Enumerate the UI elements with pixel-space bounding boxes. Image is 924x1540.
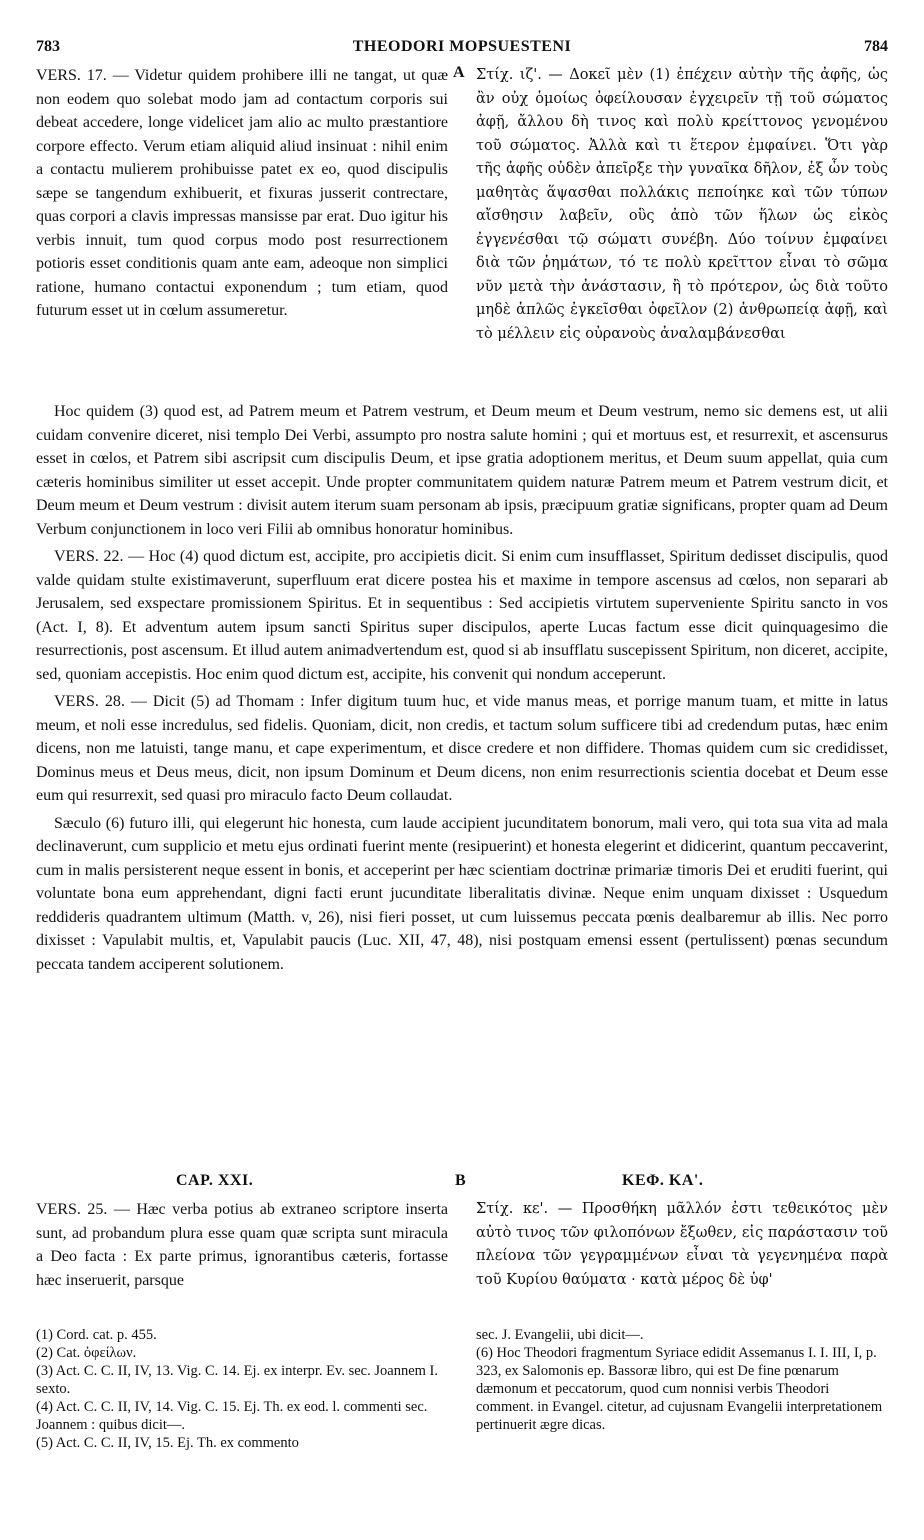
paragraph-verse-22: VERS. 22. — Hoc (4) quod dictum est, accipite, pro accipietis dicit. Si enim cum insufflasset, Spiritum dedisset discipulis, quod valde quidam stulte existimaverunt, superfluum erat dicere postea his et maxime in tempore ascensus ad cœlos, non separari ab Jerusalem, sed exspectare promissionem Spiritus. Et in sequentibus : Sed accipietis virtutem superveniente Spiritu sancto in vos (Act. I, 8). Et adventum autem ipsum sancti Spiritus super discipulos, aperte Lucas factum esse dicit quinquagesimo die resurrectionis, post ascensum. Et illud autem animadvertendum est, quod si ab insufflatu suscepissent Spiritum, non diceret, accipite, sed, quoniam accepistis. Hoc enim quod dictum est, accipite, his convenit qui nondum acceperunt. [36, 548, 888, 683]
latin-chapter-heading: CAP. XXI. [176, 1172, 254, 1189]
page-header [36, 38, 888, 60]
paragraph-saeculo: Sæculo (6) futuro illi, qui elegerunt hic honesta, cum laude accipient jucunditatem bonorum, mali vero, qui tota sua vita ad mala declinaverunt, cum supplicio et metu ejus ordinati fuerint mente (resipuerint) et honesta elegerint et didicerint, quantum peccaverint, cum in malis persisterent neque essent in bonis, et acceperint per hæc scientiam doctrinæ primariæ timoris Dei et eruditi fuerint, qui voluntate bona eum apprehendant, digni facti erunt jucunditate liberalitatis divinæ. Neque enim unquam dixisset : Usquedum reddideris quadrantem ultimum (Matth. v, 26), nisi fieri posset, ut cum luissemus peccata pœnis dealbaremur ab illis. Nec porro dixisset : Vapulabit multis, et, Vapulabit paucis (Luc. XII, 47, 48), nisi postquam emensi essent (pertulissent) pœnas secundum peccata tandem acciperent solutionem. [36, 814, 888, 973]
greek-verse-25: Στίχ. κε'. — Προσθήκη μᾶλλόν ἐστι τεθεικότος μὲν αὐτὸ τινος τῶν φιλοπόνων ἔξωθεν, εἰς παράστασιν τοῦ πλείονα τῶν γεγραμμένων εἶναι τὰ γεγενημένα παρὰ τοῦ Κυρίου θαύματα · κατὰ μέρος δὲ ὑφ' [476, 1201, 888, 1288]
footnote: (4) Act. C. C. II, IV, 14. Vig. C. 15. Ej. Th. ex eod. l. commenti sec. Joannem : quibus dicit—. [36, 1399, 428, 1433]
footnote: (5) Act. C. C. II, IV, 15. Ej. Th. ex commento [36, 1435, 299, 1451]
greek-verse-17: Στίχ. ιζ'. — Δοκεῖ μὲν (1) ἐπέχειν αὐτὴν τῆς ἀφῆς, ὡς ἂν οὐχ ὁμοίως ὀφείλουσαν ἐγχειρεῖν τῇ τοῦ σώματος ἀφῇ, ἄλλου δὴ τινος καὶ πολὺ κρείττονος γενομένου τοῦ σώματος. Ἀλλὰ καὶ τι ἕτερον ἐμφαίνει. Ὅτι γὰρ τῆς ἀφῆς οὐδὲν ἀπεῖρξε τὴν γυναῖκα δῆλον, ἐξ ὧν τοὺς μαθητὰς ἅψασθαι πολλάκις πεποίηκε καὶ τῶν τύπων αἴσθησιν λαβεῖν, οὓς ἀπὸ τῶν ἥλων ὡς εἰκὸς ἐγγενέσθαι τῷ σώματι συνέβη. Δύο τοίνυν ἐμφαίνει διὰ τῶν ῥημάτων, τό τε πολὺ κρεῖττον εἶναι τὸ σῶμα νῦν μετὰ τὴν ἀνάστασιν, ἢ τὸ πρότερον, ὡς διὰ τοῦτο μηδὲ ἁπλῶς ἐγκεῖσθαι ὀφεῖλον (2) ἀνθρωπείᾳ ἀφῇ, καὶ τὸ μέλλειν εἰς οὐρανοὺς ἀναλαμβάνεσθαι [476, 67, 888, 342]
column-marker-a: A [453, 64, 465, 81]
right-page-number: 784 [864, 38, 888, 55]
footnote: (2) Cat. ὀφείλων. [36, 1345, 137, 1361]
footnote: (6) Hoc Theodori fragmentum Syriace edidit Assemanus I. I. III, I, p. 323, ex Salomonis ep. Bassoræ libro, qui est De fine pœnarum dæmonum et peccatorum, quod cum nonnisi verbis Theodori comment. in Evangel. citetur, ad cujusnam Evangelii interpretationem pertinuerit ægre dicas. [476, 1345, 883, 1433]
main-text [36, 400, 888, 976]
section-chapter-21 [36, 1198, 888, 1318]
section-verse-17 [36, 64, 888, 394]
left-page-number: 783 [36, 38, 60, 55]
greek-column [476, 64, 888, 346]
footnote: (1) Cord. cat. p. 455. [36, 1327, 157, 1343]
footnote: sec. J. Evangelii, ubi dicit—. [476, 1327, 644, 1343]
greek-column-ch21 [476, 1198, 888, 1292]
column-marker-b: B [455, 1172, 467, 1189]
greek-chapter-heading: ΚΕΦ. ΚΑ'. [622, 1172, 704, 1189]
footnotes-left [36, 1326, 448, 1452]
footnote: (3) Act. C. C. II, IV, 13. Vig. C. 14. Ej. ex interpr. Ev. sec. Joannem I. sexto. [36, 1363, 438, 1397]
running-title: THEODORI MOPSUESTENI [352, 38, 572, 55]
paragraph-verse-28: VERS. 28. — Dicit (5) ad Thomam : Infer digitum tuum huc, et vide manus meas, et porrige manum tuam, et mitte in latus meum, et noli esse incredulus, sed fidelis. Quoniam, dicit, non credis, et tactum solum sufficere tibi ad credendum putas, hæc enim dicens, non me latuisti, tange manu, et cape experimentum, et disce credere et non diffidere. Thomas quidem cum sic credidisset, Dominus meus et Deus meus, dicit, non ipsum Dominum et Deum dicens, non enim resurrectionis scientia docebat et Deum esse eum qui resurrexit, sed quasi pro miraculo facto Deum collaudat. [36, 693, 888, 804]
latin-column [36, 64, 448, 323]
latin-verse-17: VERS. 17. — Videtur quidem prohibere illi ne tangat, ut quæ non eodem quo solebat modo jam ad contactum corporis sui debeat accedere, longe videlicet jam alio ac multo præstantiore corpore effecto. Verum etiam aliquid aliud insinuat : nihil enim a contactu mulierem prohibuisse patet ex eo, quod discipulis sæpe se tangendum exhibuerit, et fixuras jusserit contrectare, quas corpori a clavis impressas mansisse par erat. Duo igitur his verbis innuit, tum quod corpus modo post resurrectionem potioris esset conditionis quam ante eam, adeoque non simplici ratione, humano contactui exponendum ; tum etiam, quod futurum esset ut in cœlum assumeretur. [36, 67, 448, 319]
latin-column-ch21 [36, 1198, 448, 1292]
latin-verse-25: VERS. 25. — Hæc verba potius ab extraneo scriptore inserta sunt, ad probandum plura esse quam quæ scripta sunt miracula a Deo facta : Ex parte primus, ignorantibus cæteris, fortasse hæc inseruerit, parsque [36, 1201, 448, 1289]
footnotes [36, 1326, 888, 1456]
paragraph-hoc-quidem: Hoc quidem (3) quod est, ad Patrem meum et Patrem vestrum, et Deum meum et Deum vestrum, nemo sic demens est, ut alii cuidam convenire diceret, nisi templo Dei Verbi, assumpto pro nostra salute homini ; qui et mortuus est, et resurrexit, et ascensurus esset in cœlos, et Patrem sibi ascripsit cum discipulis Deum, et ipse gratia adoptionem meritus, et Deum suum appellat, quia cum cæteris hominibus similiter ut esset accepit. Unde propter communitatem quidem naturæ Patrem meum et Patrem vestrum dicit, et Deum meum et Deum vestrum : divisit autem iterum suam personam ab ipsis, præcipuum gratiæ significans, propter quam ad Deum Verbum conjunctionem in loco veri Filii ab omnibus honoratur hominibus. [36, 403, 888, 538]
footnotes-right [476, 1326, 888, 1434]
